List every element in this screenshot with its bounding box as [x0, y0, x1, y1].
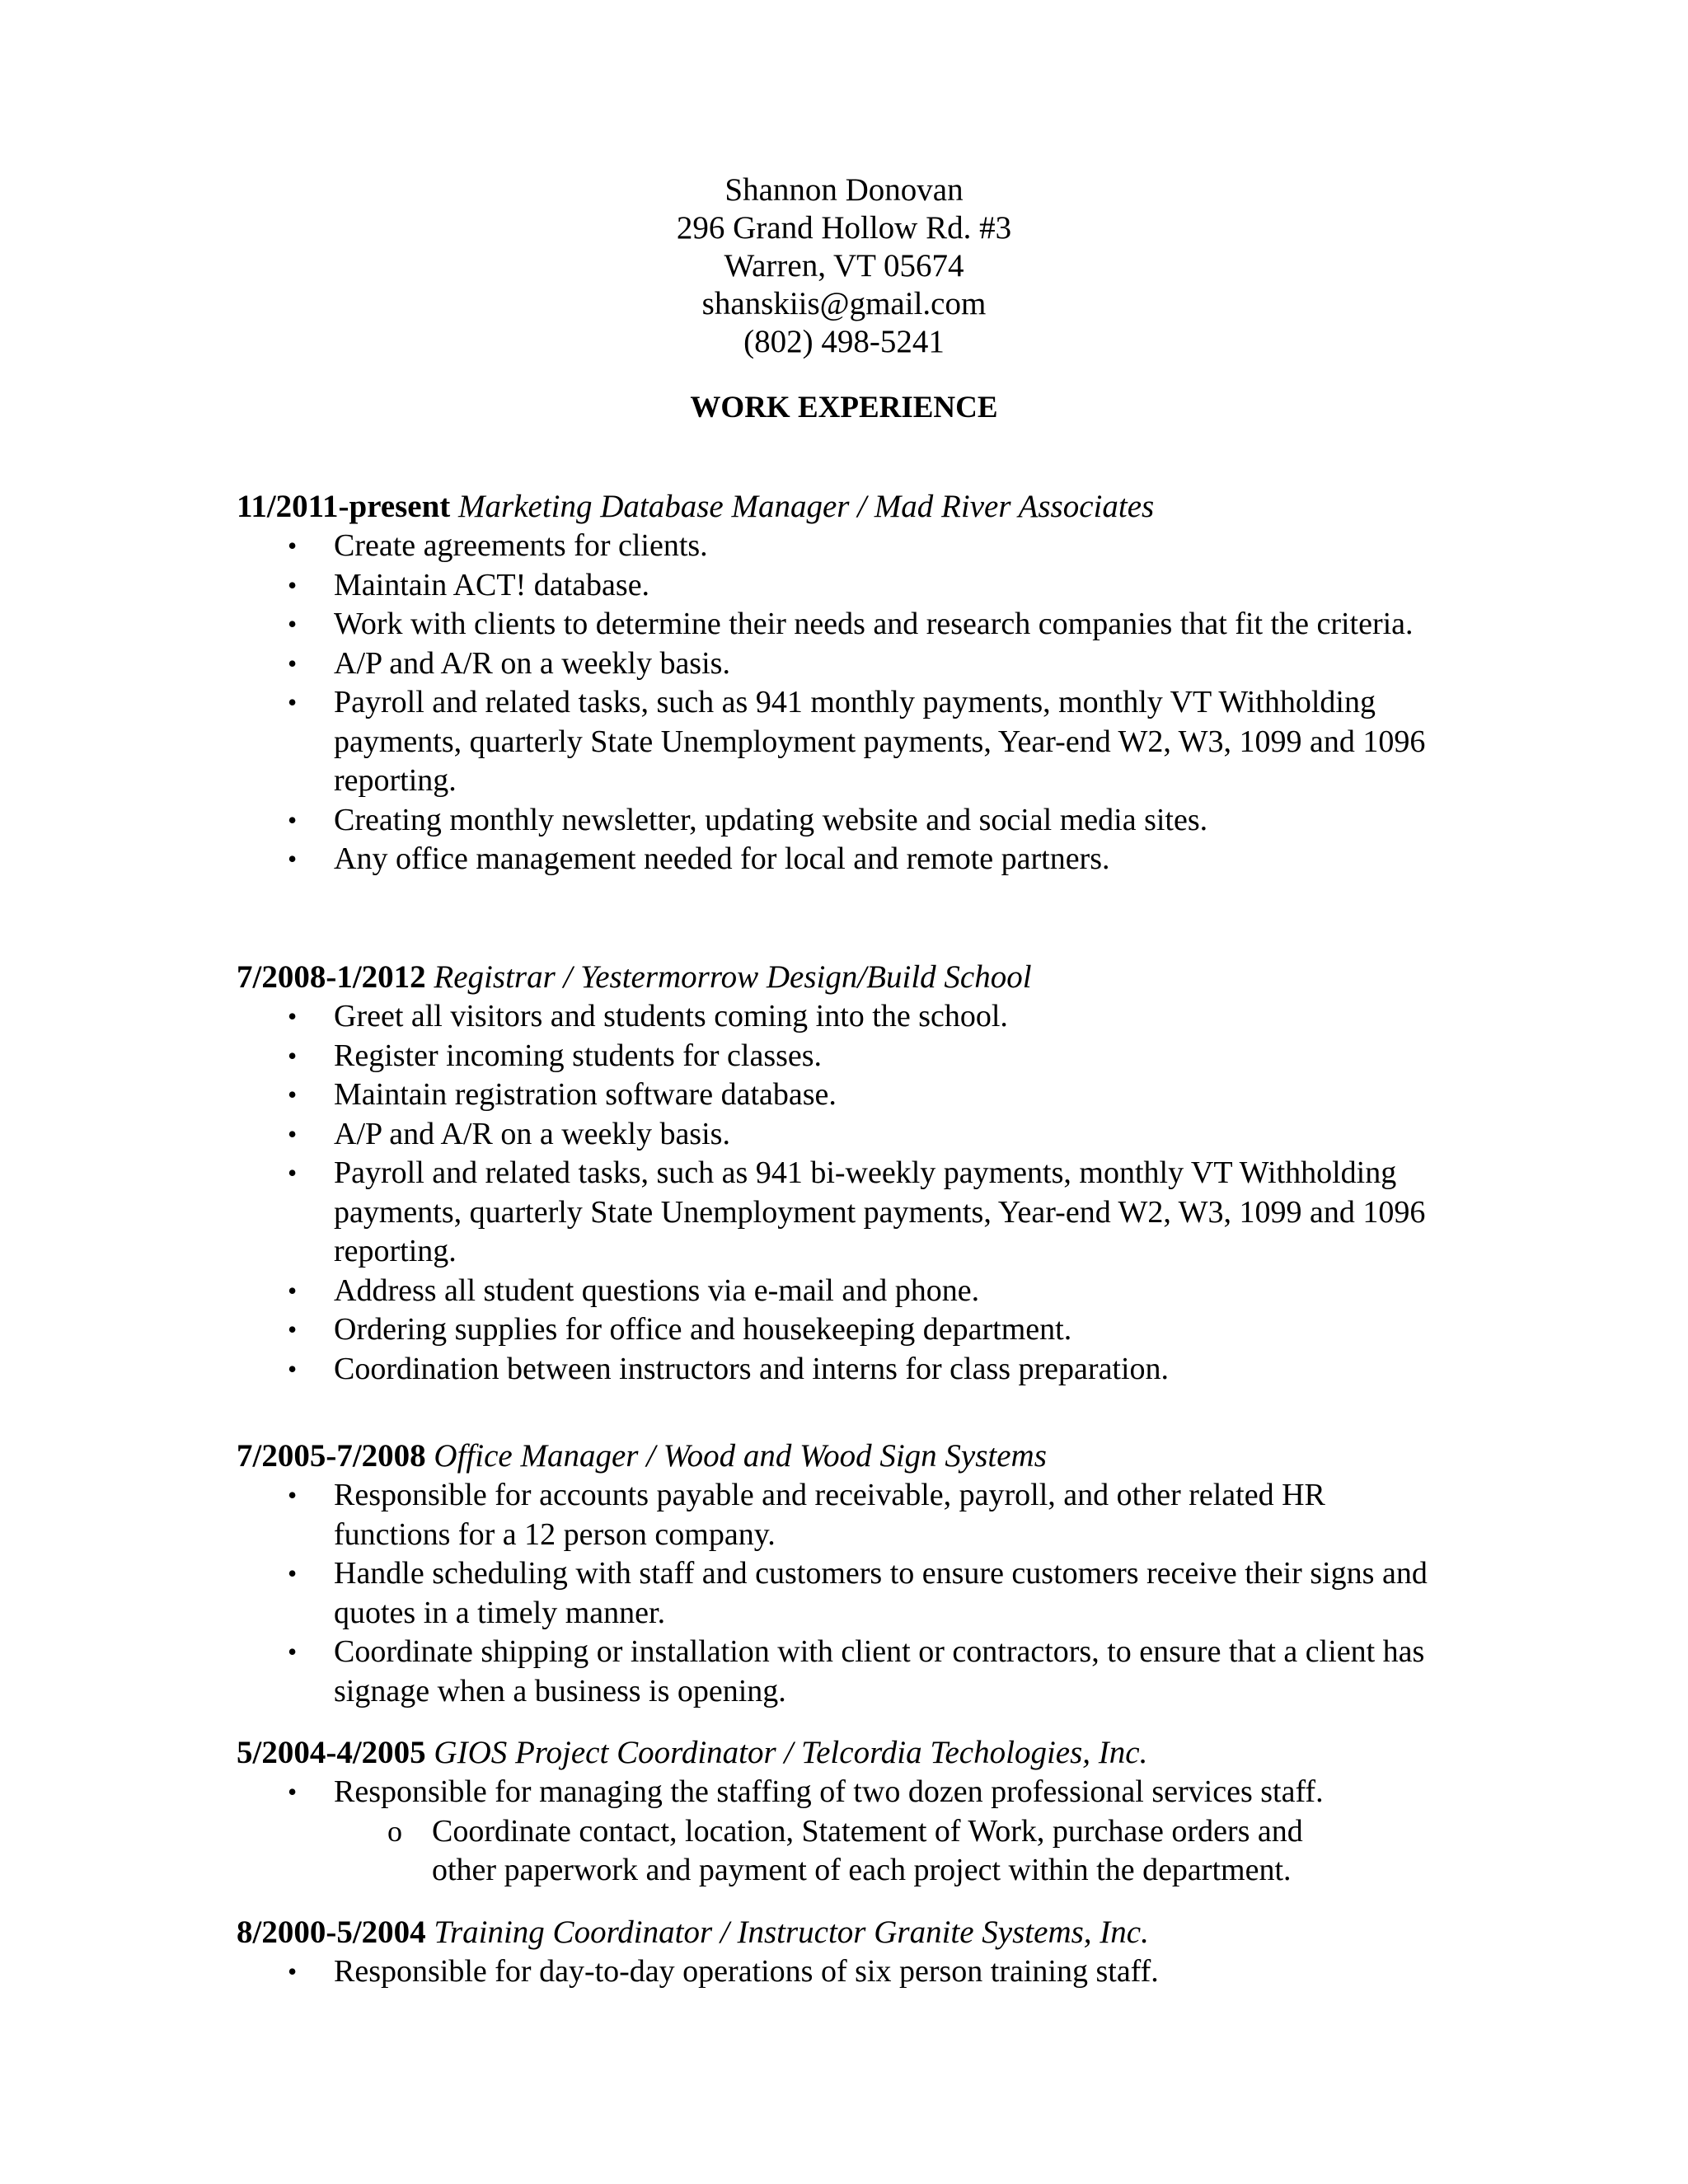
job-entry	[237, 487, 1440, 879]
bullet-icon: •	[288, 804, 298, 835]
job-bullets	[237, 1952, 1440, 1992]
job-entry	[237, 1733, 1440, 1891]
list-item: • Responsible for accounts payable and receivable, payroll, and other related HR functions for a 12 person company.	[288, 1478, 1325, 1552]
list-item: • Coordinate shipping or installation with client or contractors, to ensure that a client has signage when a business is opening.	[288, 1634, 1425, 1708]
contact-phone: (802) 498-5241	[743, 324, 945, 359]
sub-list-item: o Coordinate contact, location, Statement of Work, purchase orders and other paperwork and payment of each project within the department.	[387, 1813, 1303, 1887]
contact-city: Warren, VT 05674	[724, 248, 964, 284]
bullet-icon: •	[288, 609, 298, 639]
job-heading	[237, 1913, 1440, 1952]
job-bullets	[237, 1773, 1440, 1891]
list-item: • Responsible for day-to-day operations of six person training staff.	[237, 1952, 1438, 1992]
list-item: • Create agreements for clients.	[237, 527, 1438, 566]
job-bullets	[237, 1476, 1440, 1711]
bullet-icon: •	[288, 1558, 298, 1588]
bullet-icon: •	[288, 1315, 298, 1344]
contact-address: 296 Grand Hollow Rd. #3	[676, 210, 1012, 246]
list-item: • Payroll and related tasks, such as 941 monthly payments, monthly VT Withholding payments, quarterly State Unemployment payments, Year-end W2, W3, 1099 and 1096 reporting.	[288, 685, 1426, 798]
job-dates: 7/2008-1/2012	[237, 959, 426, 995]
bullet-icon: •	[288, 687, 298, 717]
list-item: • Maintain ACT! database.	[237, 566, 1438, 606]
list-item: • Creating monthly newsletter, updating website and social media sites.	[237, 801, 1438, 841]
job-bullets	[237, 527, 1440, 879]
list-item: • Work with clients to determine their needs and research companies that fit the criteria.	[237, 605, 1438, 644]
job-dates: 7/2005-7/2008	[237, 1438, 426, 1474]
list-item: • Payroll and related tasks, such as 941 bi-weekly payments, monthly VT Withholding payments, quarterly State Unemployment payments, Year-end W2, W3, 1099 and 1096 reporting.	[288, 1155, 1426, 1268]
contact-email: shanskiis@gmail.com	[701, 286, 987, 321]
job-heading	[237, 958, 1440, 997]
bullet-icon: •	[288, 1158, 298, 1188]
bullet-icon: •	[288, 844, 298, 874]
bullet-icon: •	[288, 1480, 298, 1510]
sub-bullet-icon: o	[387, 1814, 402, 1848]
job-title: Training Coordinator / Instructor Granite Systems, Inc.	[434, 1915, 1149, 1950]
bullet-icon: •	[288, 531, 298, 560]
job-heading	[237, 1436, 1440, 1476]
job-dates: 11/2011-present	[237, 489, 451, 524]
bullet-icon: •	[288, 569, 298, 600]
bullet-icon: •	[288, 1118, 298, 1149]
job-entry	[237, 1913, 1440, 1992]
list-item: • Handle scheduling with staff and customers to ensure customers receive their signs and quotes in a timely manner.	[288, 1556, 1428, 1630]
bullet-icon: •	[288, 1637, 298, 1666]
job-title: Office Manager / Wood and Wood Sign Systems	[434, 1438, 1047, 1474]
list-item: • Maintain registration software database.	[237, 1076, 1438, 1115]
job-dates: 8/2000-5/2004	[237, 1915, 426, 1950]
job-title: Registrar / Yestermorrow Design/Build School	[434, 959, 1032, 995]
job-entry	[237, 1436, 1440, 1711]
list-item: • Greet all visitors and students coming into the school.	[237, 997, 1438, 1037]
bullet-icon: •	[288, 1957, 298, 1986]
list-item: • Any office management needed for local and remote partners.	[237, 840, 1438, 879]
list-item: • A/P and A/R on a weekly basis.	[237, 1115, 1438, 1155]
job-heading	[237, 487, 1440, 527]
section-title: WORK EXPERIENCE	[690, 391, 998, 424]
list-item: • A/P and A/R on a weekly basis.	[237, 644, 1438, 684]
job-dates: 5/2004-4/2005	[237, 1735, 426, 1770]
bullet-icon: •	[288, 648, 298, 678]
contact-name: Shannon Donovan	[724, 172, 964, 208]
bullet-icon: •	[288, 1001, 298, 1031]
list-item: • Responsible for managing the staffing of two dozen professional services staff. o Coordinate contact, location, Statement of Work, purchase orders and other paperwork and payment of each project within the department.	[237, 1773, 1438, 1891]
sub-bullets	[334, 1812, 1438, 1891]
job-title: GIOS Project Coordinator / Telcordia Techologies, Inc.	[434, 1735, 1148, 1770]
job-entry	[237, 958, 1440, 1389]
list-item: • Register incoming students for classes.	[237, 1037, 1438, 1076]
bullet-icon: •	[288, 1275, 298, 1305]
bullet-icon: •	[288, 1353, 298, 1384]
job-title: Marketing Database Manager / Mad River Associates	[458, 489, 1155, 524]
list-item: • Address all student questions via e-mail and phone.	[237, 1272, 1438, 1311]
bullet-icon: •	[288, 1040, 298, 1071]
bullet-icon: •	[288, 1777, 298, 1807]
job-heading	[237, 1733, 1440, 1773]
list-item: • Ordering supplies for office and housekeeping department.	[237, 1310, 1438, 1350]
list-item: • Coordination between instructors and interns for class preparation.	[237, 1350, 1438, 1390]
bullet-icon: •	[288, 1080, 298, 1109]
job-bullets	[237, 997, 1440, 1389]
contact-block	[0, 171, 1688, 361]
